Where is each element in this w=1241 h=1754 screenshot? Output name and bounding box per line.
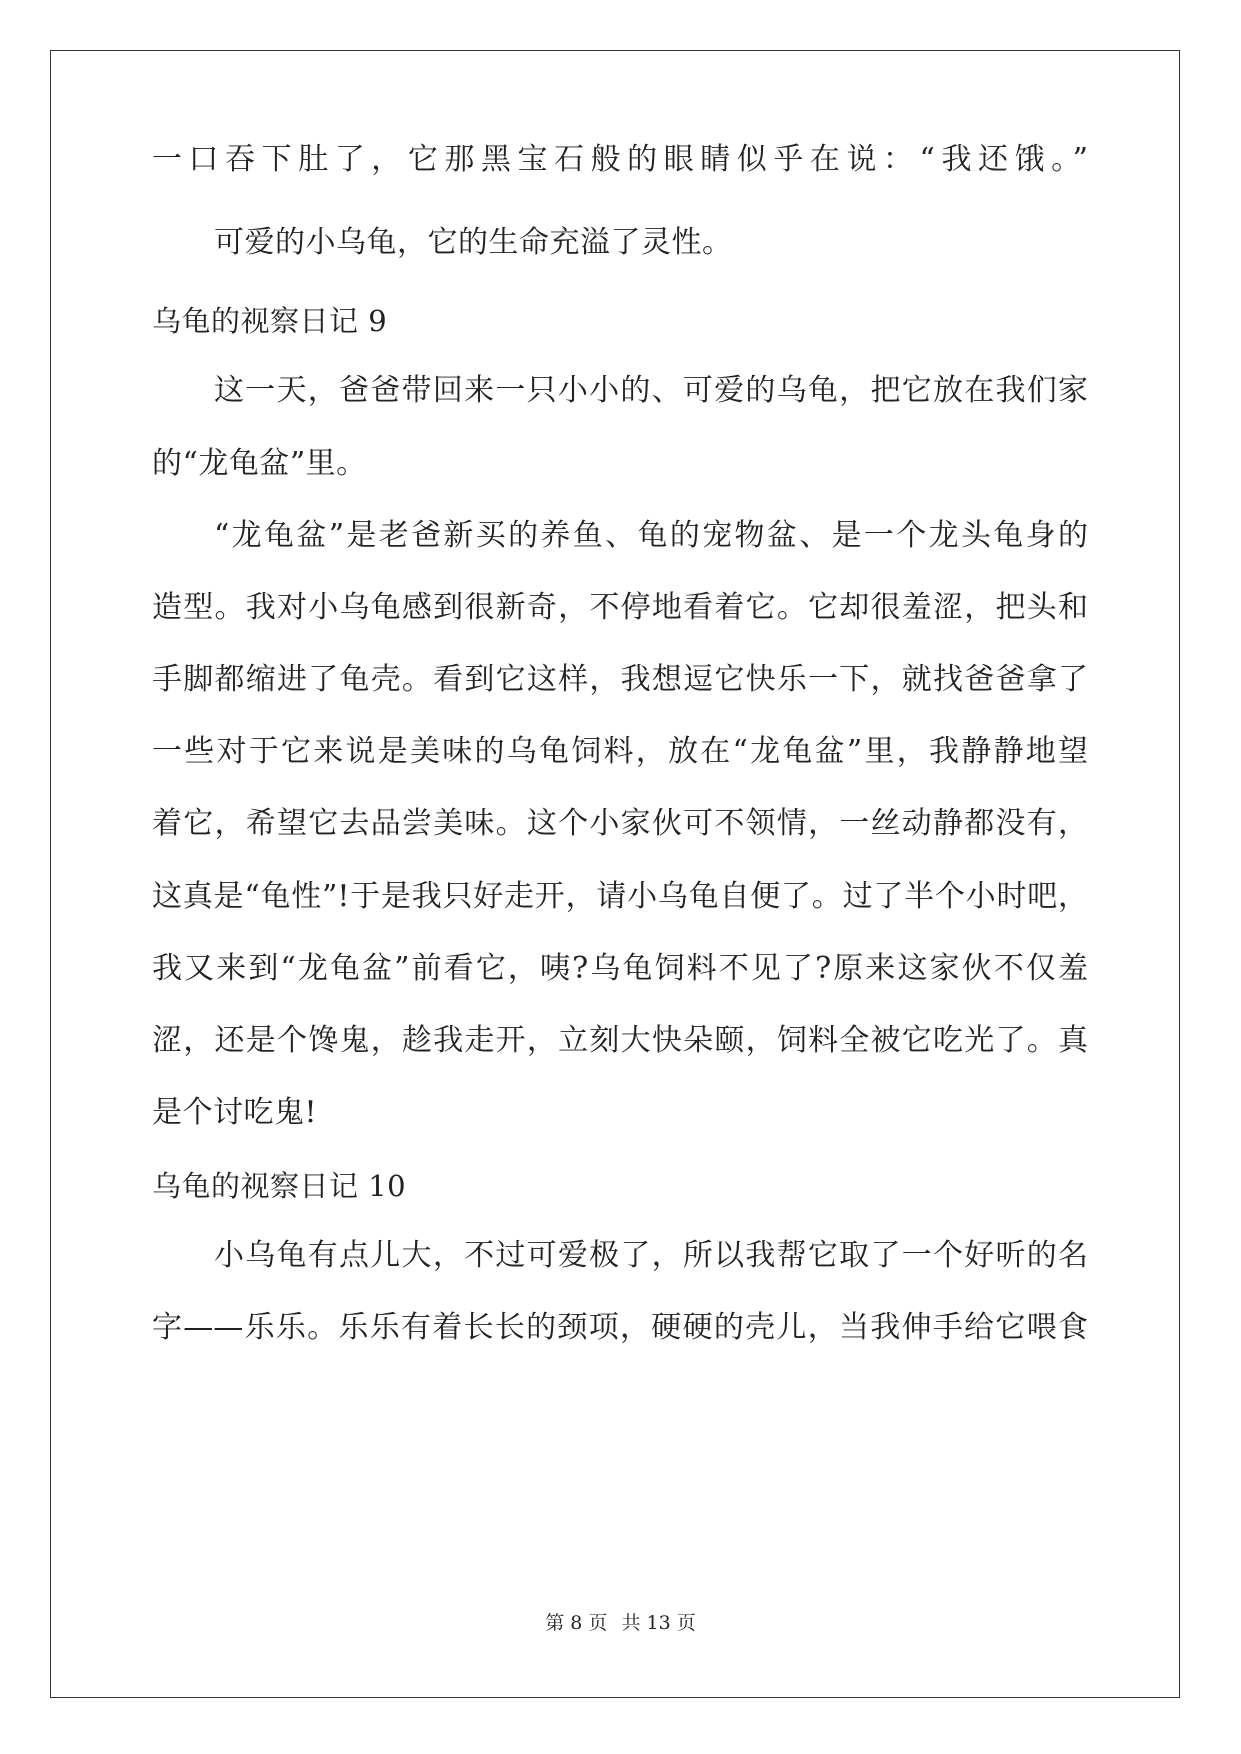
paragraph-line: 这真是“龟性”!于是我只好走开，请小乌龟自便了。过了半个小时吧， xyxy=(152,879,1088,914)
paragraph-line: 涩，还是个馋鬼，趁我走开，立刻大快朵颐，饲料全被它吃光了。真 xyxy=(152,1023,1088,1058)
page-border xyxy=(50,50,1180,1698)
paragraph-line: 小乌龟有点儿大，不过可爱极了，所以我帮它取了一个好听的名 xyxy=(214,1238,1088,1273)
paragraph-line: 是个讨吃鬼! xyxy=(152,1095,318,1130)
page-number: 第 8 页 xyxy=(545,1612,608,1634)
paragraph-line: 这一天，爸爸带回来一只小小的、可爱的乌龟，把它放在我们家 xyxy=(214,373,1088,408)
paragraph-line: 可爱的小乌龟，它的生命充溢了灵性。 xyxy=(214,225,733,260)
page-footer xyxy=(0,1608,1241,1635)
section-heading: 乌龟的视察日记 10 xyxy=(152,1169,407,1203)
section-heading: 乌龟的视察日记 9 xyxy=(152,304,388,338)
paragraph-line: 我又来到“龙龟盆”前看它，咦?乌龟饲料不见了?原来这家伙不仅羞 xyxy=(152,951,1088,986)
paragraph-line: 字——乐乐。乐乐有着长长的颈项，硬硬的壳儿，当我伸手给它喂食 xyxy=(152,1310,1088,1345)
paragraph-line: 着它，希望它去品尝美味。这个小家伙可不领情，一丝动静都没有， xyxy=(152,806,1088,841)
paragraph-line: 的“龙龟盆”里。 xyxy=(152,446,367,481)
paragraph-line: 一口吞下肚了，它那黑宝石般的眼睛似乎在说：“我还饿。” xyxy=(152,142,1088,177)
paragraph-line: 一些对于它来说是美味的乌龟饲料，放在“龙龟盆”里，我静静地望 xyxy=(152,734,1088,769)
paragraph-line: “龙龟盆”是老爸新买的养鱼、龟的宠物盆、是一个龙头龟身的 xyxy=(214,518,1088,553)
paragraph-line: 手脚都缩进了龟壳。看到它这样，我想逗它快乐一下，就找爸爸拿了 xyxy=(152,662,1088,697)
paragraph-line: 造型。我对小乌龟感到很新奇，不停地看着它。它却很羞涩，把头和 xyxy=(152,590,1088,625)
page-total: 共 13 页 xyxy=(621,1612,696,1634)
